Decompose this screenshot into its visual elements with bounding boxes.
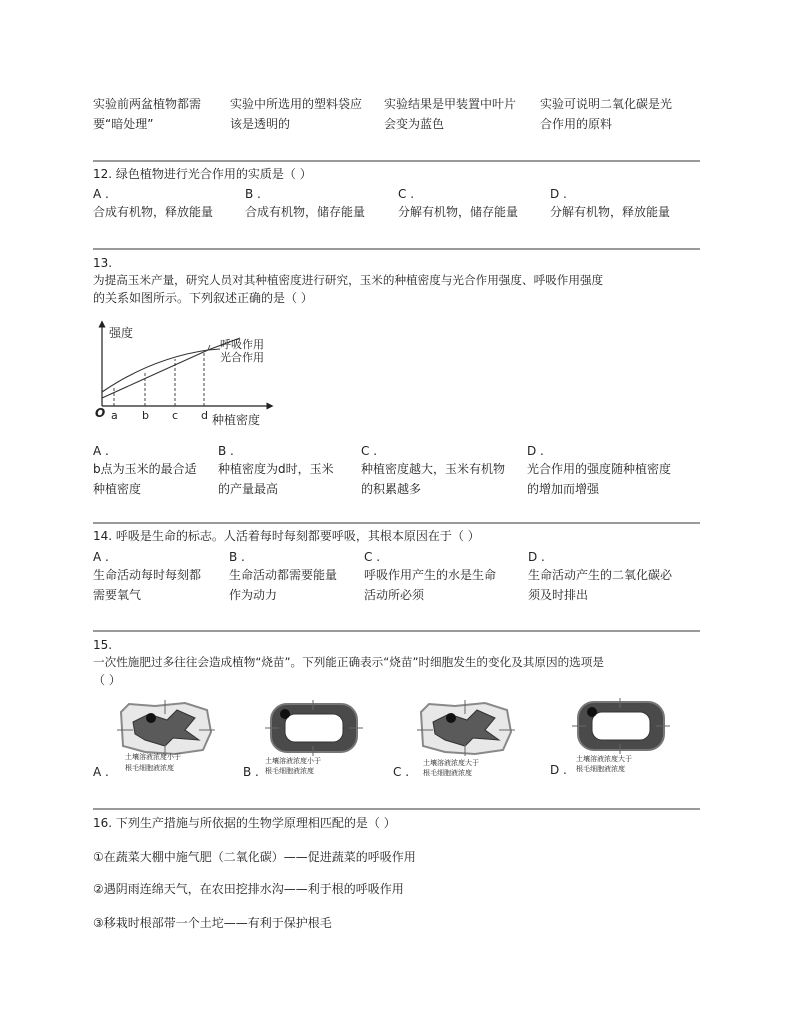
q11-option-c-line1: 实验结果是甲装置中叶片 [384,97,517,111]
q12-option-a-letter: A . [93,187,109,201]
q16-item-3: ③移栽时根部带一个土坨——有利于保护根毛 [93,916,332,930]
q15-number: 15. [93,638,113,652]
legend-respiration: 呼吸作用 [220,338,264,351]
photosynthesis-curve [102,349,220,392]
tick-a: a [111,409,118,422]
q12-option-a[interactable] [93,186,213,222]
q15-option-c[interactable] [393,700,523,784]
q13-stem-line2: 的关系如图所示。下列叙述正确的是（ ） [93,291,313,305]
q15-option-c-caption2: 根毛细胞液浓度 [423,769,472,777]
q15-option-a-caption2: 根毛细胞液浓度 [125,764,174,772]
tick-c: c [172,409,179,422]
origin-label: O [95,406,106,420]
q15-option-b[interactable] [243,700,373,784]
q11-option-d-line1: 实验可说明二氧化碳是光 [540,97,673,111]
q13-option-d[interactable] [527,443,671,499]
tick-d: d [201,409,208,422]
cell-diagram-a [115,700,215,756]
q15-stem-line2: （ ） [93,673,121,687]
q15-option-d-caption2: 根毛细胞液浓度 [576,765,625,773]
q16-stem: 16. 下列生产措施与所依据的生物学原理相匹配的是（ ） [93,816,396,830]
q14-option-d-letter: D . [528,550,545,564]
q13-number: 13. [93,256,113,270]
q12-option-c-letter: C . [398,187,415,201]
x-axis-label: 种植密度 [212,413,261,427]
q13-figure [92,318,282,430]
q11-option-b-line1: 实验中所选用的塑料袋应 [230,97,363,111]
q14-option-a-line2: 需要氧气 [93,588,142,602]
q14-option-b[interactable] [229,549,337,605]
divider [93,630,700,632]
tick-b: b [142,409,149,422]
divider [93,160,700,162]
q14-option-b-line1: 生命活动都需要能量 [229,568,338,582]
q12-option-a-text: 合成有机物，释放能量 [93,205,214,219]
q15-option-d[interactable] [550,700,680,784]
q14-option-a[interactable] [93,549,201,605]
q11-option-b[interactable] [230,94,362,134]
q13-option-b-letter: B . [218,444,234,458]
q12-option-b-letter: B . [245,187,261,201]
q13-option-a-letter: A . [93,444,109,458]
q16-item-2: ②遇阴雨连绵天气，在农田挖排水沟——利于根的呼吸作用 [93,882,404,896]
q14-option-d-line1: 生命活动产生的二氧化碳必 [528,568,673,582]
divider [93,248,700,250]
q13-option-c[interactable] [361,443,505,499]
divider [93,522,700,524]
q11-option-b-line2: 该是透明的 [230,117,291,131]
q13-stem-line1: 为提高玉米产量，研究人员对其种植密度进行研究，玉米的种植密度与光合作用强度、呼吸作用强度 [93,273,604,287]
q15-option-c-letter: C . [393,765,410,779]
q14-option-d-line2: 须及时排出 [528,588,589,602]
cell-diagram-b [265,700,365,756]
q11-option-d-line2: 合作用的原料 [540,117,613,131]
q15-option-c-caption1: 土壤溶液浓度大于 [423,759,479,767]
q14-option-b-letter: B . [229,550,245,564]
q14-stem: 14. 呼吸是生命的标志。人活着每时每刻都要呼吸，其根本原因在于（ ） [93,529,480,543]
q15-option-a-caption1: 土壤溶液浓度小于 [125,753,181,761]
divider [93,808,700,810]
q13-option-c-line1: 种植密度越大，玉米有机物 [361,462,506,476]
q11-option-a-line2: 要“暗处理” [93,117,154,131]
q11-option-c-line2: 会变为蓝色 [384,117,445,131]
q12-option-b[interactable] [245,186,365,222]
q12-option-b-text: 合成有机物，储存能量 [245,205,366,219]
q15-option-b-caption1: 土壤溶液浓度小于 [265,757,321,765]
q13-option-b-line1: 种植密度为d时，玉米 [218,462,334,476]
q13-option-b-line2: 的产量最高 [218,482,279,496]
q13-option-a-line1: b点为玉米的最合适 [93,462,197,476]
q16-item-1: ①在蔬菜大棚中施气肥（二氧化碳）——促进蔬菜的呼吸作用 [93,850,416,864]
q12-option-d-letter: D . [550,187,567,201]
q15-option-b-caption2: 根毛细胞液浓度 [265,767,314,775]
cell-diagram-d [572,698,672,754]
q13-option-c-line2: 的积累越多 [361,482,422,496]
q11-option-a-line1: 实验前两盆植物都需 [93,97,202,111]
q11-option-d[interactable] [540,94,672,134]
q13-option-d-line1: 光合作用的强度随种植密度 [527,462,672,476]
legend-photosynthesis: 光合作用 [220,351,264,364]
q13-option-c-letter: C . [361,444,378,458]
q11-option-c[interactable] [384,94,516,134]
q13-option-a-line2: 种植密度 [93,482,142,496]
q14-option-c-line1: 呼吸作用产生的水是生命 [364,568,497,582]
q12-stem: 12. 绿色植物进行光合作用的实质是（ ） [93,167,312,181]
cell-diagram-c [415,700,515,756]
q13-option-d-letter: D . [527,444,544,458]
q13-option-d-line2: 的增加而增强 [527,482,600,496]
q14-option-c-letter: C . [364,550,381,564]
q12-option-d[interactable] [550,186,670,222]
q13-option-a[interactable] [93,443,197,499]
q14-option-b-line2: 作为动力 [229,588,278,602]
q15-option-a[interactable] [93,700,223,784]
q14-option-a-letter: A . [93,550,109,564]
q15-option-b-letter: B . [243,765,259,779]
q12-option-c[interactable] [398,186,518,222]
q15-option-a-letter: A . [93,765,109,779]
q14-option-c[interactable] [364,549,496,605]
q15-option-d-letter: D . [550,763,567,777]
y-axis-label: 强度 [109,326,134,340]
q14-option-c-line2: 活动所必须 [364,588,425,602]
q15-stem-line1: 一次性施肥过多往往会造成植物“烧苗”。下列能正确表示“烧苗”时细胞发生的变化及其原因的选项是 [93,655,604,669]
q14-option-d[interactable] [528,549,672,605]
q14-option-a-line1: 生命活动每时每刻都 [93,568,202,582]
q11-option-a[interactable] [93,94,201,134]
q13-option-b[interactable] [218,443,334,499]
q12-option-c-text: 分解有机物，储存能量 [398,205,519,219]
q15-option-d-caption1: 土壤溶液浓度大于 [576,755,632,763]
q12-option-d-text: 分解有机物，释放能量 [550,205,671,219]
